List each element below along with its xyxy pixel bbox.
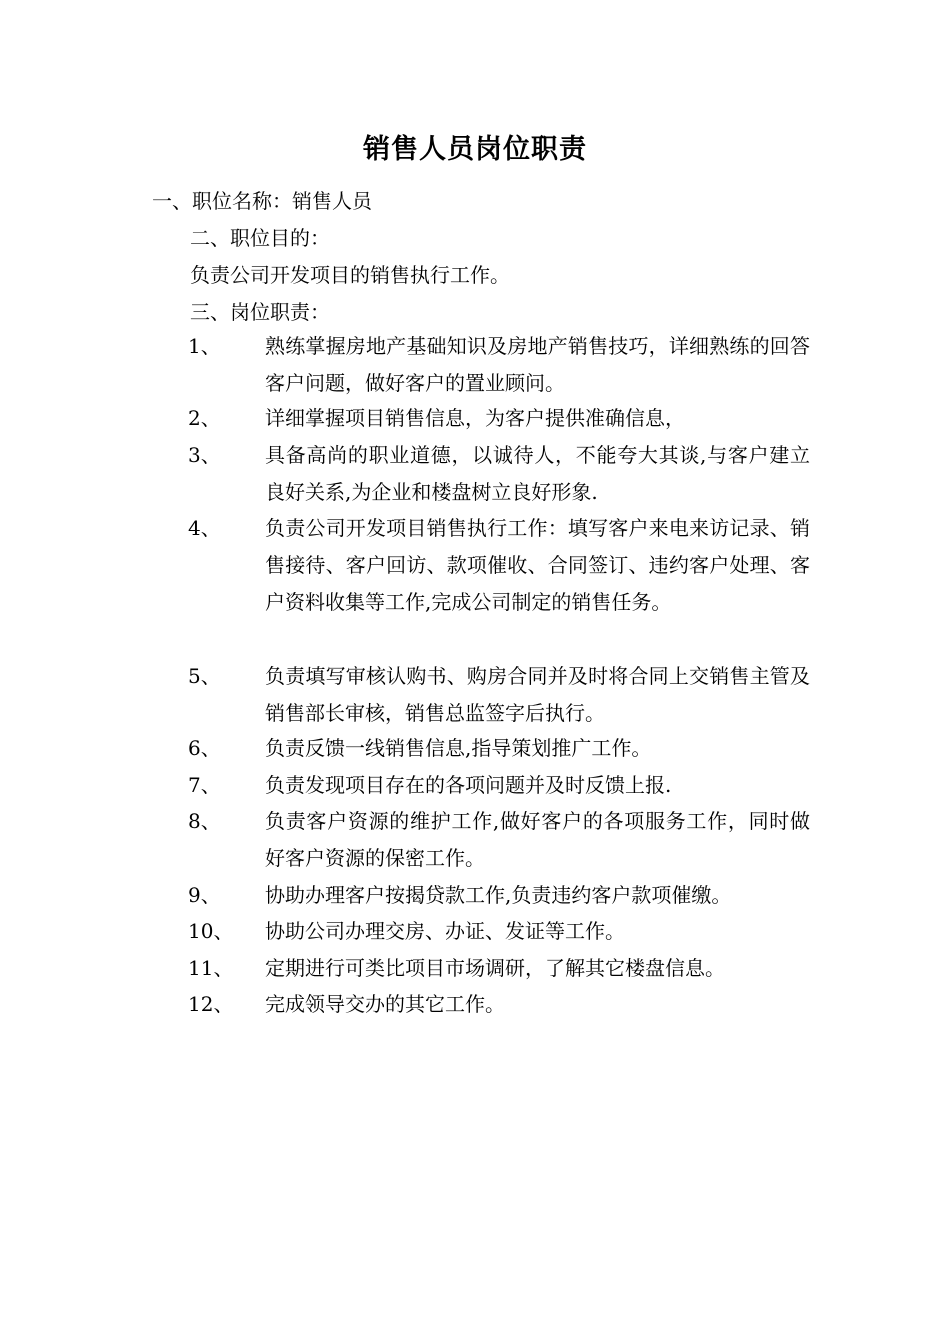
section-job-purpose: 二、职位目的：: [190, 226, 330, 250]
job-purpose-text: 负责公司开发项目的销售执行工作。: [190, 263, 510, 287]
duty-number: 1、: [188, 334, 221, 358]
duty-number: 12、: [188, 992, 234, 1016]
duty-number: 4、: [188, 516, 221, 540]
duty-number: 7、: [188, 773, 221, 797]
duty-text: 协助公司办理交房、办证、发证等工作。: [265, 919, 625, 943]
duty-text: 负责公司开发项目销售执行工作：填写客户来电来访记录、销售接待、客户回访、款项催收、合同签订、违约客户处理、客户资料收集等工作,完成公司制定的销售任务。: [265, 516, 810, 614]
duty-text: 协助办理客户按揭贷款工作,负责违约客户款项催缴。: [265, 883, 732, 907]
document-title: 销售人员岗位职责: [363, 134, 587, 165]
duty-text: 负责客户资源的维护工作,做好客户的各项服务工作，同时做好客户资源的保密工作。: [265, 809, 810, 870]
duty-number: 10、: [188, 919, 234, 943]
duty-text: 具备高尚的职业道德，以诚待人，不能夸大其谈,与客户建立良好关系,为企业和楼盘树立良好形象.: [265, 443, 810, 504]
section-duties: 三、岗位职责：: [190, 300, 330, 324]
duty-text: 负责反馈一线销售信息,指导策划推广工作。: [265, 736, 652, 760]
duty-text: 完成领导交办的其它工作。: [265, 992, 505, 1016]
duty-number: 2、: [188, 406, 221, 430]
duty-text: 定期进行可类比项目市场调研，了解其它楼盘信息。: [265, 956, 725, 980]
duty-text: 详细掌握项目销售信息，为客户提供准确信息，: [265, 406, 685, 430]
duty-number: 11、: [188, 956, 234, 980]
duty-text: 负责发现项目存在的各项问题并及时反馈上报.: [265, 773, 672, 797]
duty-number: 6、: [188, 736, 221, 760]
duty-text: 负责填写审核认购书、购房合同并及时将合同上交销售主管及销售部长审核，销售总监签字后执行。: [265, 664, 810, 725]
duty-number: 8、: [188, 809, 221, 833]
duty-number: 5、: [188, 664, 221, 688]
duty-number: 9、: [188, 883, 221, 907]
duty-number: 3、: [188, 443, 221, 467]
duty-text: 熟练掌握房地产基础知识及房地产销售技巧，详细熟练的回答客户问题，做好客户的置业顾问。: [265, 334, 810, 395]
section-job-name: 一、职位名称：销售人员: [152, 189, 372, 213]
